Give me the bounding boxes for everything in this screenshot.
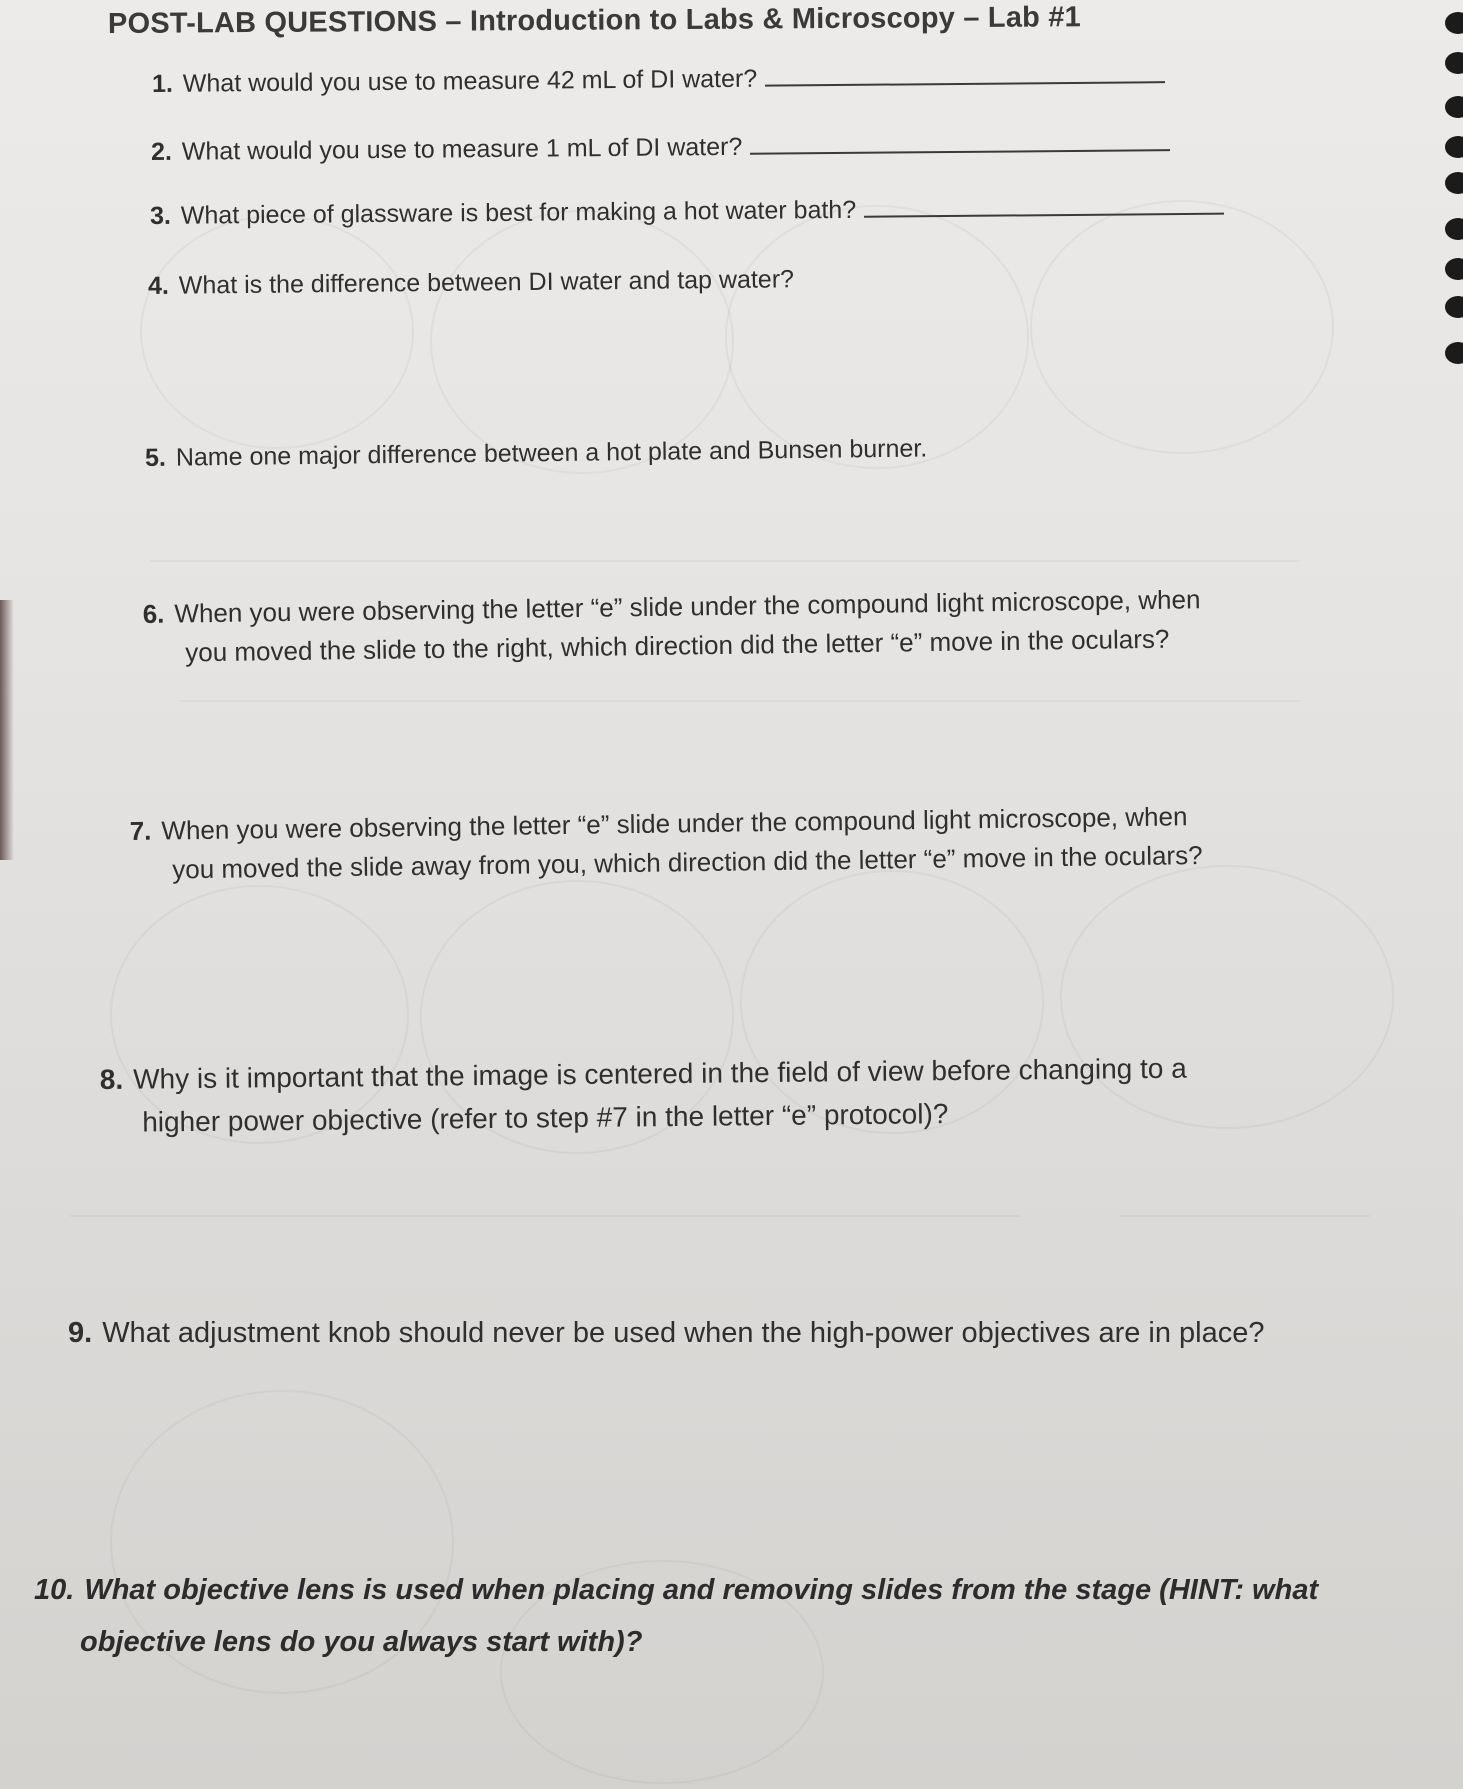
bleed-circle [140,215,414,449]
question-number: 5. [144,443,167,472]
binding-hole [1445,12,1463,34]
bleed-line [150,560,1300,562]
question-4 [148,261,794,305]
bleed-circle [1030,200,1334,454]
answer-blank[interactable] [864,211,1224,218]
page-edge-shadow [0,600,14,860]
question-number: 4. [147,271,169,300]
question-3 [150,189,1224,236]
question-text: What would you use to measure 42 mL of DI water? [182,64,758,98]
question-text-continued: you moved the slide to the right, which direction did the letter “e” move in the oculars? [185,623,1170,668]
question-number: 3. [149,201,171,230]
binding-hole [1445,258,1463,280]
bleed-line [1120,1215,1370,1217]
question-text: When you were observing the letter “e” slide under the compound light microscope, when [174,584,1201,629]
question-6 [142,580,1201,673]
question-number: 2. [150,137,172,166]
binding-holes [1433,0,1463,420]
question-text: What objective lens is used when placing and removing slides from the stage (HINT: what [84,1574,1319,1606]
bleed-line [180,700,1300,702]
question-7 [129,797,1202,890]
answer-blank[interactable] [750,147,1170,155]
binding-hole [1445,96,1463,118]
binding-hole [1445,136,1463,158]
question-text-continued: higher power objective (refer to step #7 in the letter “e” protocol)? [142,1098,949,1138]
answer-blank[interactable] [765,79,1165,86]
question-text-continued: objective lens do you always start with)? [80,1626,643,1659]
question-text: What is the difference between DI water and tap water? [178,265,795,300]
question-text: What would you use to measure 1 mL of DI water? [181,132,743,166]
question-text: Name one major difference between a hot plate and Bunsen burner. [175,434,928,472]
question-text: What piece of glassware is best for making a hot water bath? [180,195,857,230]
question-number: 6. [142,598,165,630]
question-9 [68,1312,1265,1356]
question-1 [152,57,1166,103]
question-number: 7. [129,815,152,847]
question-10 [34,1564,1318,1668]
bleed-line [70,1215,1020,1217]
page-title: POST-LAB QUESTIONS – Introduction to Labs & Microscopy – Lab #1 [107,1,1082,40]
question-number: 10. [34,1574,75,1606]
binding-hole [1445,218,1463,240]
bleed-circle [725,205,1029,469]
binding-hole [1445,52,1463,74]
question-text: What adjustment knob should never be used when the high-power objectives are in place? [102,1317,1265,1349]
question-text: Why is it important that the image is centered in the field of view before changing to a [132,1052,1187,1095]
question-text: When you were observing the letter “e” slide under the compound light microscope, when [161,801,1188,846]
question-number: 1. [151,69,173,98]
binding-hole [1445,296,1463,318]
question-2 [151,125,1171,171]
binding-hole [1445,342,1463,364]
question-text-continued: you moved the slide away from you, which direction did the letter “e” move in the oculars? [172,840,1203,885]
question-number: 8. [99,1063,124,1096]
binding-hole [1445,172,1463,194]
question-number: 9. [68,1317,93,1349]
question-8 [100,1047,1188,1145]
